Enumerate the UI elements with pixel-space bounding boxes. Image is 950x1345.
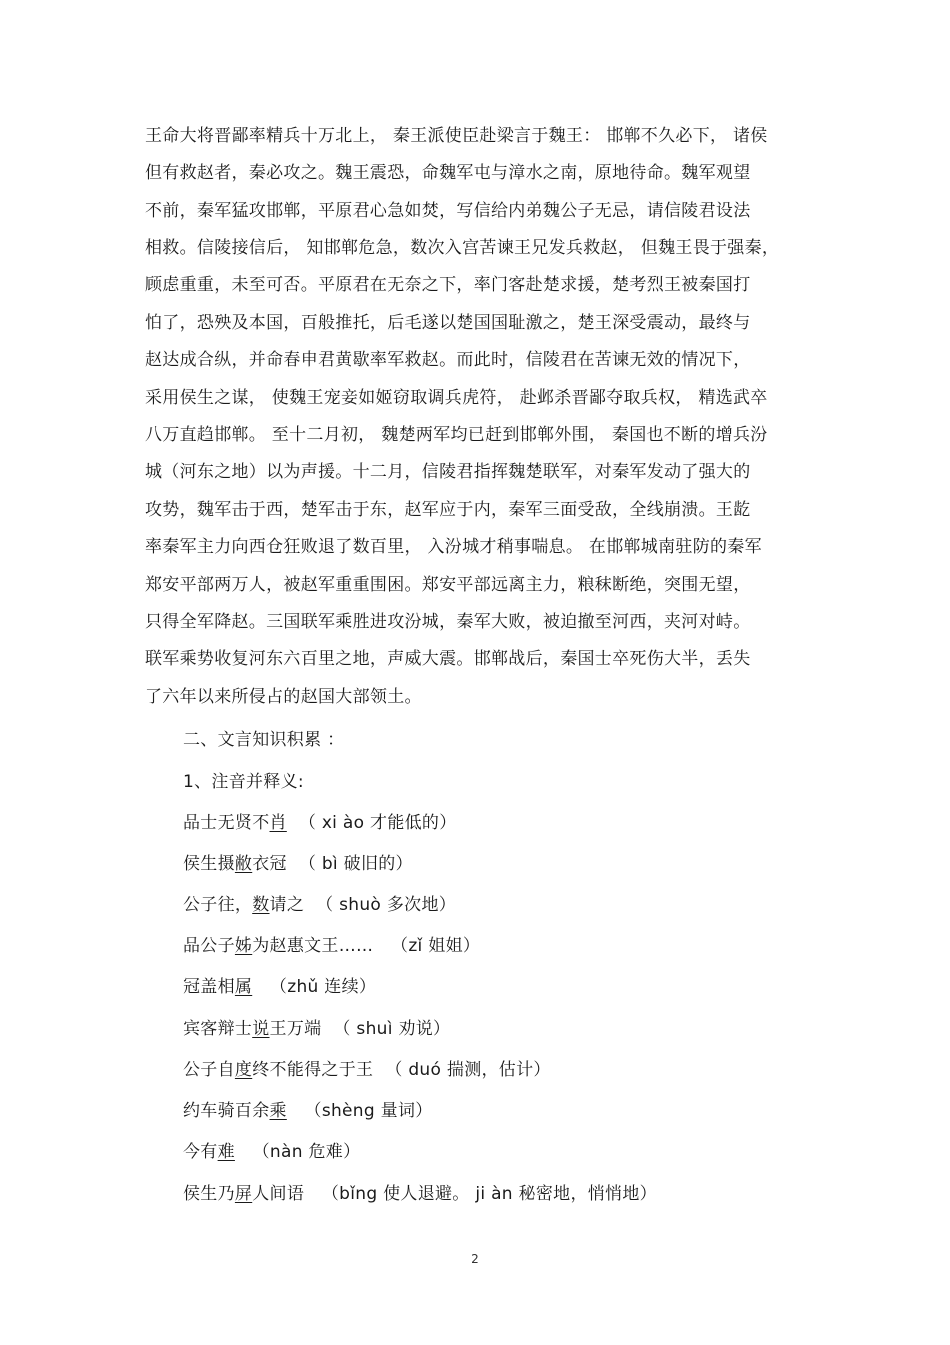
vocab-pre: 公子往，: [183, 895, 253, 915]
vocab-item: [183, 811, 457, 835]
page-number: 2: [471, 1252, 479, 1266]
text-line: 不前，秦军猛攻邯郸，平原君心急如焚，写信给内弟魏公子无忌，请信陵君设法: [145, 201, 751, 221]
vocab-target-word: 姊: [234, 936, 253, 956]
section-heading: 二、文言知识积累 ：: [183, 730, 345, 750]
vocab-post: 终不能得之于王: [252, 1060, 374, 1080]
vocab-post: 人间语: [252, 1184, 305, 1204]
text-line: 相救。信陵接信后， 知邯郸危急，数次入宫苦谏王兄发兵救赵， 但魏王畏于强秦，: [145, 238, 780, 258]
text-line: 攻势，魏军击于西，楚军击于东，赵军应于内，秦军三面受敌，全线崩溃。王龁: [145, 500, 751, 520]
vocab-pre: 公子自: [183, 1060, 235, 1080]
vocab-reading: （zǐ 姐姐）: [385, 936, 481, 956]
vocab-item: [183, 1017, 450, 1041]
vocab-item: [183, 1140, 360, 1164]
vocab-reading: （nàn 危难）: [246, 1142, 361, 1162]
vocab-pre: 约车骑百余: [183, 1101, 270, 1121]
vocab-item: [183, 1058, 551, 1082]
vocab-target-word: 度: [234, 1060, 253, 1080]
vocab-reading: （shèng 量词）: [298, 1101, 433, 1121]
vocab-pre: 宾客辩士: [183, 1019, 253, 1039]
text-line: 采用侯生之谋， 使魏王宠妾如姬窃取调兵虎符， 赴邺杀晋鄙夺取兵权， 精选武卒: [145, 388, 768, 408]
text-line: 王命大将晋鄙率精兵十万北上， 秦王派使臣赴梁言于魏王： 邯郸不久必下， 诸侯: [145, 126, 768, 146]
vocab-target-word: 乘: [269, 1101, 287, 1121]
vocab-target-word: 敝: [234, 854, 253, 874]
text-line: 联军乘势收复河东六百里之地，声威大震。邯郸战后，秦国士卒死伤大半，丢失: [145, 649, 751, 669]
vocab-pre: 侯生乃: [183, 1184, 235, 1204]
vocab-reading: （ xi ào 才能低的）: [298, 813, 457, 833]
vocab-item: [183, 934, 480, 958]
vocab-target-word: 说: [252, 1019, 270, 1039]
vocab-target-word: 屏: [234, 1184, 253, 1204]
vocab-reading: （ shuò 多次地）: [316, 895, 457, 915]
vocab-post: 衣冠: [252, 854, 287, 874]
text-line: 只得全军降赵。三国联军乘胜进攻汾城，秦军大败，被迫撤至河西，夹河对峙。: [145, 612, 751, 632]
text-line: 赵达成合纵，并命春申君黄歇率军救赵。而此时，信陵君在苦谏无效的情况下，: [145, 350, 751, 370]
text-line: 城（河东之地）以为声援。十二月，信陵君指挥魏楚联军，对秦军发动了强大的: [145, 462, 751, 482]
vocab-pre: 侯生摄: [183, 854, 235, 874]
vocab-target-word: 肖: [269, 813, 287, 833]
subsection-heading: 1、注音并释义:: [183, 772, 304, 792]
vocab-target-word: 属: [234, 977, 253, 997]
vocab-post: 请之: [269, 895, 305, 915]
vocab-reading: （ shuì 劝说）: [333, 1019, 451, 1039]
vocab-item: [183, 975, 376, 999]
text-line: 八万直趋邯郸。 至十二月初， 魏楚两军均已赶到邯郸外围， 秦国也不断的增兵汾: [145, 425, 768, 445]
vocab-reading: （ duó 揣测，估计）: [385, 1060, 551, 1080]
vocab-item: [183, 852, 413, 876]
vocab-pre: 冠盖相: [183, 977, 235, 997]
vocab-pre: 今有: [183, 1142, 218, 1162]
vocab-reading: （bǐng 使人退避。 ji àn 秘密地，悄悄地）: [316, 1184, 657, 1204]
vocab-item: [183, 893, 456, 917]
vocab-item: [183, 1099, 433, 1123]
vocab-post: 为赵惠文王……: [252, 936, 374, 956]
vocab-reading: （zhǔ 连续）: [264, 977, 377, 997]
text-line: 顾虑重重，未至可否。平原君在无奈之下，率门客赴楚求援，楚考烈王被秦国打: [145, 275, 751, 295]
vocab-target-word: 难: [217, 1142, 235, 1162]
text-line: 率秦军主力向西仓狂败退了数百里， 入汾城才稍事喘息。 在邯郸城南驻防的秦军: [145, 537, 762, 557]
vocab-item: [183, 1182, 657, 1206]
vocab-reading: （ bì 破旧的）: [298, 854, 413, 874]
vocab-target-word: 数: [252, 895, 270, 915]
text-line: 郑安平部两万人，被赵军重重围困。郑安平部远离主力，粮秣断绝，突围无望，: [145, 575, 751, 595]
vocab-pre: 品公子: [183, 936, 235, 956]
vocab-pre: 品士无贤不: [183, 813, 270, 833]
text-line: 怕了，恐殃及本国，百般推托，后毛遂以楚国国耻激之，楚王深受震动，最终与: [145, 313, 751, 333]
vocab-post: 王万端: [269, 1019, 322, 1039]
text-line: 了六年以来所侵占的赵国大部领土。: [145, 687, 422, 707]
text-line: 但有救赵者，秦必攻之。魏王震恐，命魏军屯与漳水之南，原地待命。魏军观望: [145, 163, 751, 183]
